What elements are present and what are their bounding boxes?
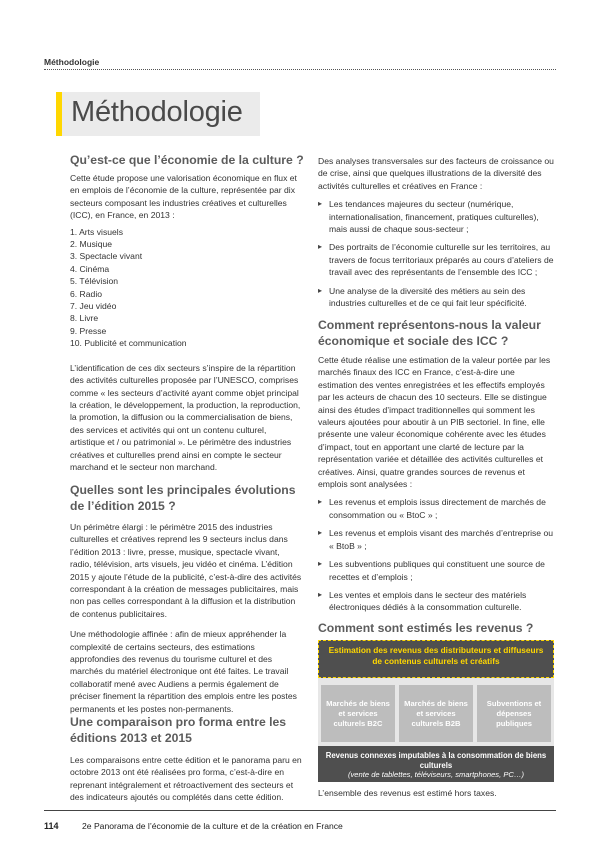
running-header: Méthodologie — [44, 57, 100, 67]
list-item: ▸ Les tendances majeures du secteur (numérique, internationalisation, financement, pratiques culturelles), mais aussi de chaque sous-secteur ; — [318, 198, 556, 235]
heading-representer: Comment représentons-nous la valeur économique et sociale des ICC ? — [318, 318, 541, 348]
diagram-box-b2c — [321, 685, 395, 742]
list-item: ▸ Les revenus et emplois visant des marchés d’entreprise ou « BtoB » ; — [318, 527, 556, 552]
heading-evolutions: Quelles sont les principales évolutions de l’édition 2015 ? — [70, 483, 296, 513]
list-item: 7. Jeu vidéo — [70, 301, 117, 312]
footer-divider — [44, 810, 556, 811]
list-item: 8. Livre — [70, 313, 99, 324]
list-item: 4. Cinéma — [70, 263, 110, 274]
right-column-top — [318, 155, 556, 309]
diagram-bottom-subtitle: (vente de tablettes, téléviseurs, smartphones, PC…) — [347, 770, 524, 779]
heading-comparaison: Une comparaison pro forma entre les éditions 2013 et 2015 — [70, 715, 287, 745]
left-column-bottom — [70, 754, 302, 804]
diagram-top-label: Estimation des revenus des distributeurs et diffuseurs de contenus culturels et créatifs — [328, 645, 544, 666]
list-item: ▸ Les subventions publiques qui constituent une source de recettes et d’emplois ; — [318, 558, 556, 583]
list-item: 2. Musique — [70, 239, 113, 250]
left-column-middle — [70, 521, 302, 715]
heading-economie-culture: Qu’est-ce que l’économie de la culture ? — [70, 153, 304, 167]
title-accent-bar — [56, 92, 62, 136]
hors-taxes-note: L’ensemble des revenus est estimé hors taxes. — [318, 788, 497, 798]
header-divider — [44, 69, 556, 70]
list-item: ▸ Les revenus et emplois issus directement de marchés de consommation ou « BtoC » ; — [318, 496, 556, 521]
intro-paragraph: Cette étude propose une valorisation économique en flux et en emplois de l’économie de la culture, représentée par dix secteurs composant les industries créatives et culturelles (ICC), en France, en 2013 : — [70, 173, 297, 221]
unesco-paragraph: L’identification de ces dix secteurs s’inspire de la répartition des activités culturelles proposée par l’UNESCO, comprises comme « les secteurs d’activité ayant comme objet principal la création, le développement, la production, la reproduction, la promotion, la diffusion ou la commercialisation de biens, des services et activités qui ont un contenu culturel, artistique et / ou patrimonial ». Le périmètre des industries créatives et culturelles prend ainsi en compte le secteur marchand et le secteur non marchand. — [70, 362, 301, 472]
diagram-box-label: Subventions et dépenses publiques — [486, 699, 542, 728]
list-item: 3. Spectacle vivant — [70, 251, 143, 262]
list-item: 6. Radio — [70, 288, 103, 299]
diagram-box-subventions — [477, 685, 551, 742]
heading-revenus: Comment sont estimés les revenus ? — [318, 621, 534, 635]
list-item: 1. Arts visuels — [70, 226, 124, 237]
estimation-paragraph: Cette étude réalise une estimation de la valeur portée par les marchés finaux des ICC en France, c’est-à-dire une estimation des ventes enregistrées et les effectifs employés par les acteurs de chacun des 10 secteurs. Elle se distingue ainsi des études d’impact traditionnelles qui somment les valeurs ajoutées pour aboutir à un PIB sectoriel. In fine, elle présente une valeur économique cohérente avec les études d’impact, tout en apportant une clarté de lecture par la représentation variée et détaillée des activités culturelles et créatives. Ainsi, quatre grandes sources de revenus et emplois sont analysées : — [318, 355, 551, 490]
diagram-box-label: Marchés de biens et services culturels B2C — [326, 699, 390, 728]
right-column-middle — [318, 354, 556, 614]
diagram-bottom-title: Revenus connexes imputables à la consommation de biens culturels — [325, 751, 547, 770]
analyses-paragraph: Des analyses transversales sur des facteurs de croissance ou de crise, ainsi que quelques illustrations de la diversité des activités culturelles et créatives en France : — [318, 156, 554, 191]
diagram-box-b2b — [399, 685, 473, 742]
diagram-top-box — [318, 640, 554, 678]
diagram-bottom-box — [318, 746, 554, 782]
page-number: 114 — [44, 821, 59, 831]
list-item: 5. Télévision — [70, 276, 119, 287]
comparaison-paragraph: Les comparaisons entre cette édition et le panorama paru en octobre 2013 ont été réalisées pro forma, c’est-à-dire en reprenant intégralement et rétroactivement des secteurs et des indicateurs ajoutés ou complétés dans cette édition. — [70, 755, 302, 803]
methodologie-paragraph: Une méthodologie affinée : afin de mieux appréhender la complexité de certains secteurs, des estimations approfondies des revenus du tourisme culturel et des marchés du matériel électronique ont été faites. Le travail collaboratif mené avec Audiens a permis également de préciser finement la répartition des emplois entre les postes permanents et les postes non-permanents. — [70, 629, 297, 714]
list-item: ▸ Des portraits de l’économie culturelle sur les territoires, au travers de focus territoriaux préparés au cours d’ateliers de travail avec des représentants de l’ensemble des ICC ; — [318, 241, 556, 278]
diagram-box-label: Marchés de biens et services culturels B2B — [404, 699, 468, 728]
perimetre-paragraph: Un périmètre élargi : le périmètre 2015 des industries culturelles et créatives reprend les 9 secteurs inclus dans l’édition 2013 : livre, presse, musique, spectacle vivant, radio, télévision, arts visuels, jeu vidéo et cinéma. L’édition 2015 y ajoute l’étude de la publicité, c’est-à-dire des activités correspondant à la création de messages publicitaires, mais non pas celles correspondant à la diffusion et la distribution de contenus publicitaires. — [70, 522, 302, 619]
page-title: Méthodologie — [71, 96, 243, 128]
sector-list — [70, 226, 302, 350]
list-item: ▸ Une analyse de la diversité des métiers au sein des industries culturelles et de ce qui fait leur spécificité. — [318, 285, 556, 310]
list-item: 10. Publicité et communication — [70, 338, 187, 349]
list-item: ▸ Les ventes et emplois dans le secteur des matériels électroniques dédiés à la consommation culturelle. — [318, 589, 556, 614]
list-item: 9. Presse — [70, 325, 107, 336]
left-column-top — [70, 172, 302, 473]
footer-title: 2e Panorama de l’économie de la culture et de la création en France — [82, 821, 343, 831]
analyses-bullet-list — [318, 198, 556, 309]
sources-bullet-list — [318, 496, 556, 613]
